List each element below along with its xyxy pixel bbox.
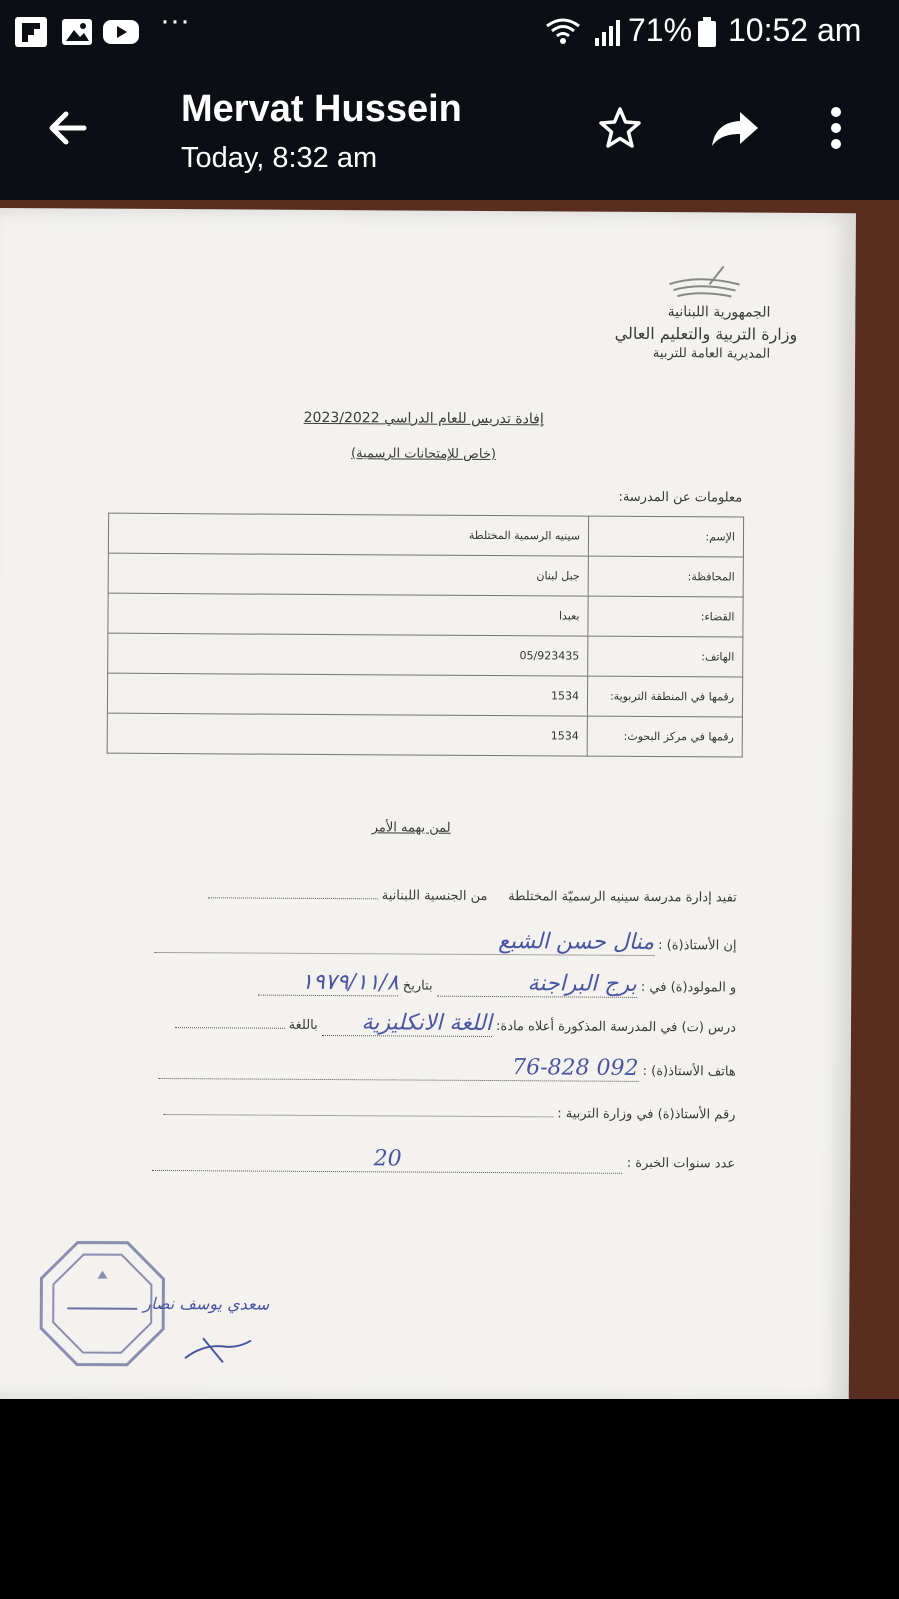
language-label: باللغة (288, 1017, 318, 1033)
birthdate-label: بتاريخ (402, 978, 433, 994)
form-line-2 (126, 927, 736, 957)
experience-value: 20 (153, 1145, 623, 1174)
header-line1: الجمهورية اللبنانية (667, 304, 771, 321)
bottom-black-area (0, 1399, 899, 1599)
battery-percent: 71% (628, 12, 693, 48)
form-line-6 (120, 1104, 735, 1123)
share-forward-icon[interactable] (710, 104, 762, 152)
birthplace-value: برج البراجنة (437, 971, 637, 998)
birthplace-label: و المولود(ة) في : (640, 979, 737, 996)
header-line3: المديرية العامة للتربية (652, 345, 771, 362)
status-bar (0, 0, 899, 64)
ministry-number-label: رقم الأستاذ(ة) في وزارة التربية : (557, 1106, 736, 1123)
birthdate-value: ١٩٧٩/١١/٨ (259, 970, 399, 997)
subject-value: اللغة الانكليزية (322, 1010, 492, 1037)
table-row (107, 673, 742, 717)
wifi-signal-icon (545, 16, 625, 46)
table-row (108, 513, 743, 557)
clock: 10:52 am (728, 12, 862, 48)
table-key: رقمها في المنطقة التربوية: (587, 676, 742, 717)
to-whom-heading: لمن يهمه الأمر (371, 820, 451, 836)
battery-icon (696, 16, 720, 46)
table-value: جبل لبنان (108, 553, 588, 596)
school-info-table (107, 513, 744, 758)
school-info-label: معلومات عن المدرسة: (618, 489, 743, 506)
phone-label: هاتف الأستاذ(ة) : (642, 1063, 736, 1080)
subject-label: درس (ت) في المدرسة المذكورة أعلاه مادة: (495, 1019, 737, 1036)
table-key: المحافظة: (588, 556, 743, 597)
table-key: القضاء: (588, 596, 743, 637)
document-paper (0, 208, 856, 1399)
table-value: بعبدا (108, 593, 588, 636)
gallery-icon (60, 16, 96, 46)
table-value: سينيه الرسمية المختلطة (108, 513, 588, 556)
form-line-1 (127, 887, 737, 906)
teacher-name: منال حسن الشبع (154, 927, 654, 956)
table-row (107, 713, 742, 757)
table-value: 1534 (107, 673, 587, 716)
form-line-4 (126, 1009, 736, 1039)
table-key: رقمها في مركز البحوث: (587, 716, 742, 757)
header-line2: وزارة التربية والتعليم العالي (614, 323, 798, 344)
message-timestamp: Today, 8:32 am (181, 142, 378, 174)
youtube-icon (102, 16, 138, 46)
table-row (108, 633, 743, 677)
document-subtitle: (خاص للإمتحانات الرسمية) (350, 446, 497, 463)
form-line-5 (121, 1053, 736, 1083)
table-key: الإسم: (588, 516, 743, 557)
document-photo[interactable] (0, 200, 899, 1399)
phone-value: 76-828 092 (158, 1053, 638, 1082)
flipboard-icon (14, 16, 50, 46)
form-line-7 (120, 1145, 735, 1175)
signature-icon (183, 1334, 253, 1364)
table-key: الهاتف: (588, 636, 743, 677)
table-value: 1534 (107, 713, 587, 756)
document-title: إفادة تدريس للعام الدراسي 2023/2022 (303, 409, 544, 428)
ministry-logo-icon (659, 262, 749, 303)
line1-prefix: تفيد إدارة مدرسة سينيه الرسميّة المختلطة (508, 889, 737, 906)
form-line-3 (126, 969, 736, 999)
more-notifications-icon: ··· (160, 4, 190, 37)
star-icon[interactable] (596, 104, 644, 152)
overflow-menu-icon[interactable] (826, 106, 846, 150)
experience-label: عدد سنوات الخبرة : (626, 1155, 736, 1172)
table-value: 05/923435 (108, 633, 588, 676)
sender-name: Mervat Hussein (181, 88, 462, 130)
line1-suffix: من الجنسية اللبنانية (381, 888, 488, 904)
app-bar (0, 64, 899, 200)
back-arrow-icon[interactable] (44, 104, 92, 152)
teacher-label: إن الأستاذ(ة) : (658, 938, 737, 954)
signatory-name: سعدي يوسف نصار (143, 1293, 270, 1314)
table-row (108, 593, 743, 637)
table-row (108, 553, 743, 597)
